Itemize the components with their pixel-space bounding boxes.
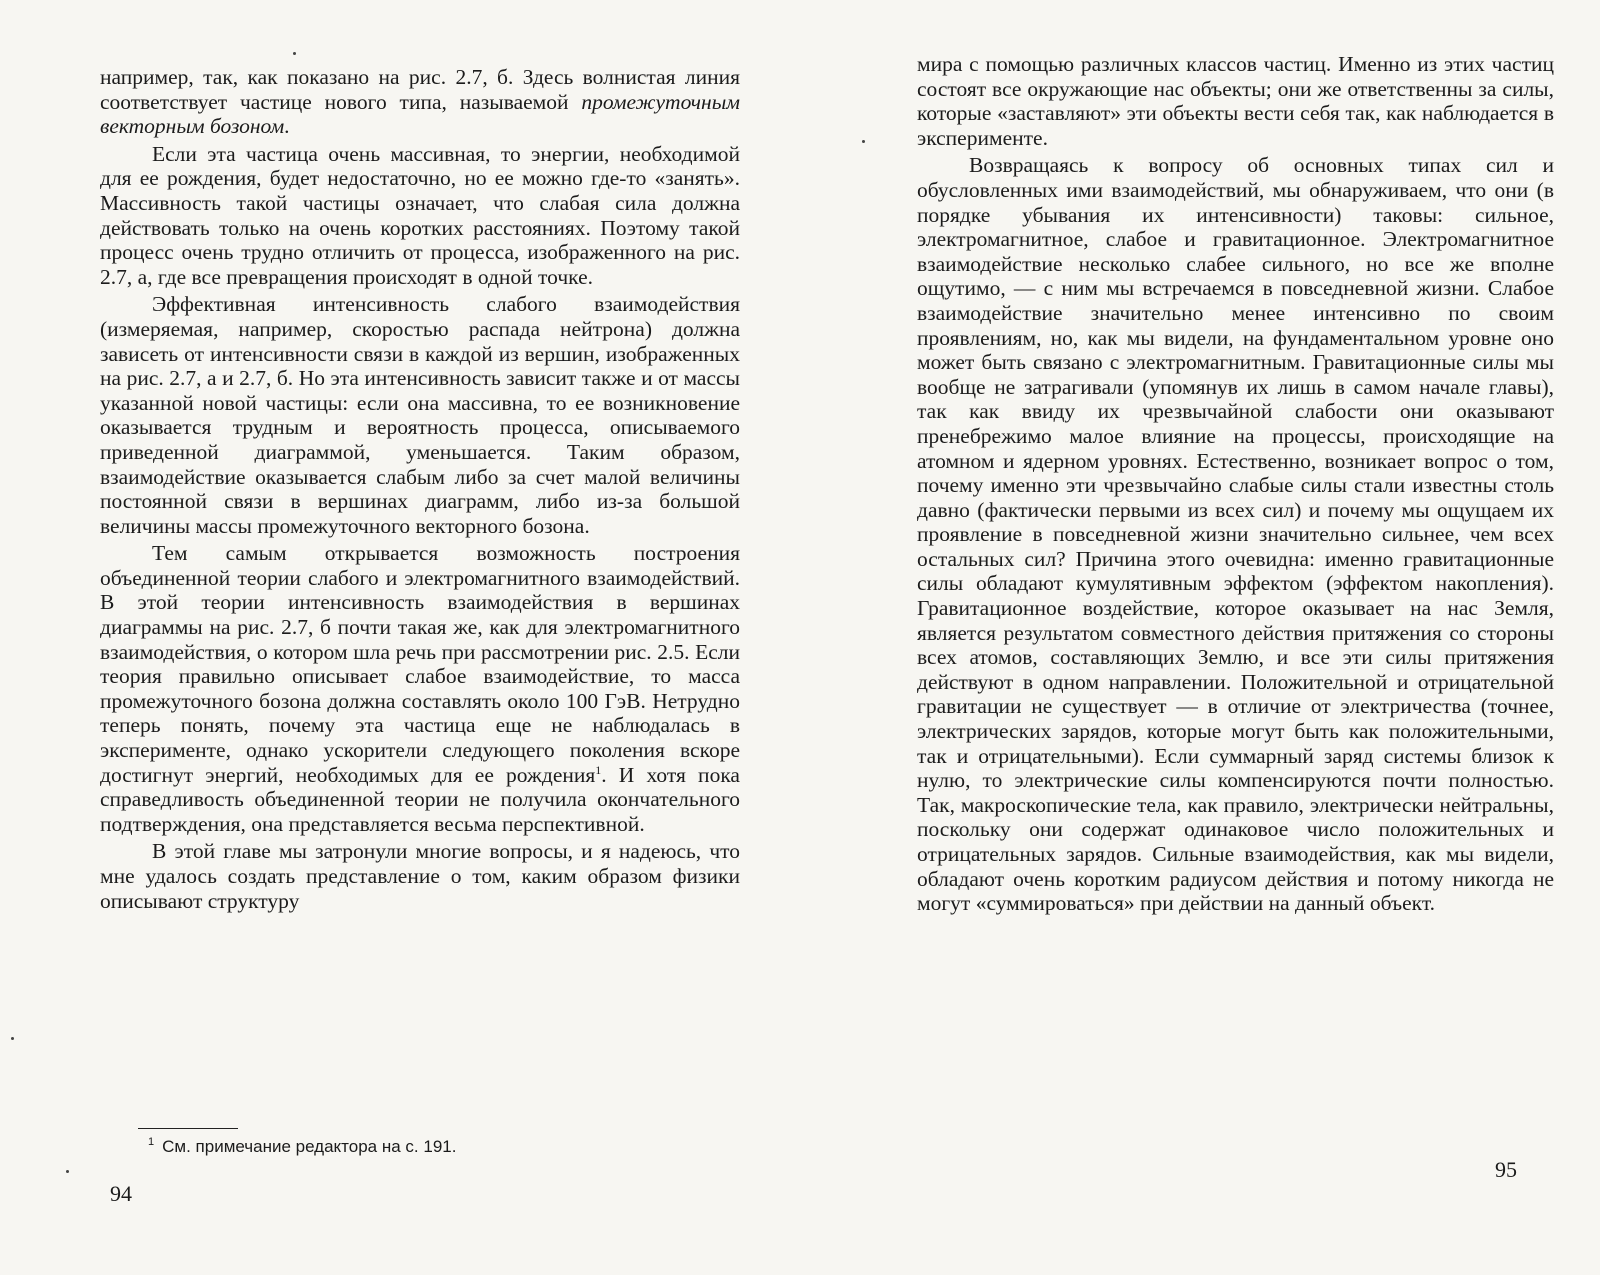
scan-speck (11, 1037, 14, 1040)
page-number: 95 (1495, 1157, 1517, 1182)
paragraph-text: Тем самым открывается возможность построения объединенной теории слабого и электромагнитного взаимодействий. В этой теории интенсивность взаимодействия в вершинах диаграммы на рис. 2.7, б почти такая же, как для электромагнитного взаимодействия, о котором шла речь при рассмотрении рис. 2.5. Если теория правильно описывает слабое взаимодействие, то масса промежуточного бозона должна составлять около 100 ГэВ. Нетрудно теперь понять, почему эта частица еще не наблюдалась в эксперименте, однако ускорители следующего поколения вскоре достигнут энергий, необходимых для ее рождения (100, 541, 740, 787)
page-number: 94 (110, 1181, 132, 1206)
footnote-mark: 1 (148, 1136, 155, 1149)
punctuation: . (284, 114, 290, 139)
right-page (800, 0, 1600, 1275)
paragraph: В этой главе мы затронули многие вопросы, и я надеюсь, что мне удалось создать представление о том, каким образом физики описывают структуру (100, 839, 740, 913)
scan-speck (66, 1170, 69, 1173)
footnote-reference: 1 (595, 762, 602, 777)
paragraph: Эффективная интенсивность слабого взаимодействия (измеряемая, например, скоростью распада нейтрона) должна зависеть от интенсивности связи в каждой из вершин, изображенных на рис. 2.7, а и 2.7, б. Но эта интенсивность зависит также и от массы указанной новой частицы: если она массивна, то ее возникновение оказывается трудным и вероятность процесса, описываемого приведенной диаграммой, уменьшается. Таким образом, взаимодействие оказывается слабым либо за счет малой величины постоянной связи в вершинах диаграмм, либо из-за большой величины массы промежуточного векторного бозона. (100, 292, 740, 538)
paragraph (100, 65, 740, 139)
scan-speck (293, 52, 296, 55)
right-page-text (917, 52, 1554, 919)
footnote-text: См. примечание редактора на с. 191. (162, 1137, 457, 1156)
paragraph: Возвращаясь к вопросу об основных типах сил и обусловленных ими взаимодействий, мы обнаруживаем, что они (в порядке убывания их интенсивности) таковы: сильное, электромагнитное, слабое и гравитационное. Электромагнитное взаимодействие несколько слабее сильного, но все же вполне ощутимо, — с ним мы встречаемся в повседневной жизни. Слабое взаимодействие значительно менее интенсивно по своим проявлениям, но, как мы видели, на фундаментальном уровне оно может быть связано с электромагнитным. Гравитационные силы мы вообще не затрагивали (упомянув их лишь в самом начале главы), так как ввиду их чрезвычайной слабости они оказывают пренебрежимо малое влияние на процессы, происходящие на атомном и ядерном уровнях. Естественно, возникает вопрос о том, почему именно эти чрезвычайно слабые силы стали известны столь давно (фактически первыми из всех сил) и почему мы ощущаем их проявление в повседневной жизни значительно сильнее, чем всех остальных сил? Причина этого очевидна: именно гравитационные силы обладают кумулятивным эффектом (эффектом накопления). Гравитационное воздействие, которое оказывает на нас Земля, является результатом совместного действия притяжения со стороны всех атомов, составляющих Землю, и все эти силы притяжения действуют в одном направлении. Положительной и отрицательной гравитации не существует — в отличие от электричества (точнее, электрических зарядов, которые могут быть как положительными, так и отрицательными). Если суммарный заряд системы близок к нулю, то электрические силы компенсируются почти полностью. Так, макроскопические тела, как правило, электрически нейтральны, поскольку они содержат одинаковое число положительных и отрицательных зарядов. Сильные взаимодействия, как мы видели, обладают очень коротким радиусом действия и потому никогда не могут «суммироваться» при действии на данный объект. (917, 153, 1554, 916)
paragraph: мира с помощью различных классов частиц. Именно из этих частиц состоят все окружающие нас объекты; они же ответственны за силы, которые «заставляют» эти объекты вести себя так, как наблюдается в эксперименте. (917, 52, 1554, 150)
footnote (148, 1137, 708, 1157)
italic-term: промежуточным векторным бозоном (100, 89, 740, 139)
footnote-divider (138, 1128, 238, 1129)
paragraph-text: . И хотя пока справедливость объединенной теории не получила окончательного подтверждения, она представляется весьма перспективной. (100, 762, 740, 836)
left-page-text (100, 65, 740, 916)
scan-speck (862, 140, 865, 143)
paragraph: Если эта частица очень массивная, то энергии, необходимой для ее рождения, будет недостаточно, но ее можно где-то «занять». Массивность такой частицы означает, что слабая сила должна действовать только на очень коротких расстояниях. Поэтому такой процесс очень трудно отличить от процесса, изображенного на рис. 2.7, а, где все превращения происходят в одной точке. (100, 141, 740, 289)
paragraph-text: например, так, как показано на рис. 2.7, б. Здесь волнистая линия соответствует частице нового типа, называемой (100, 65, 740, 114)
paragraph (100, 541, 740, 836)
